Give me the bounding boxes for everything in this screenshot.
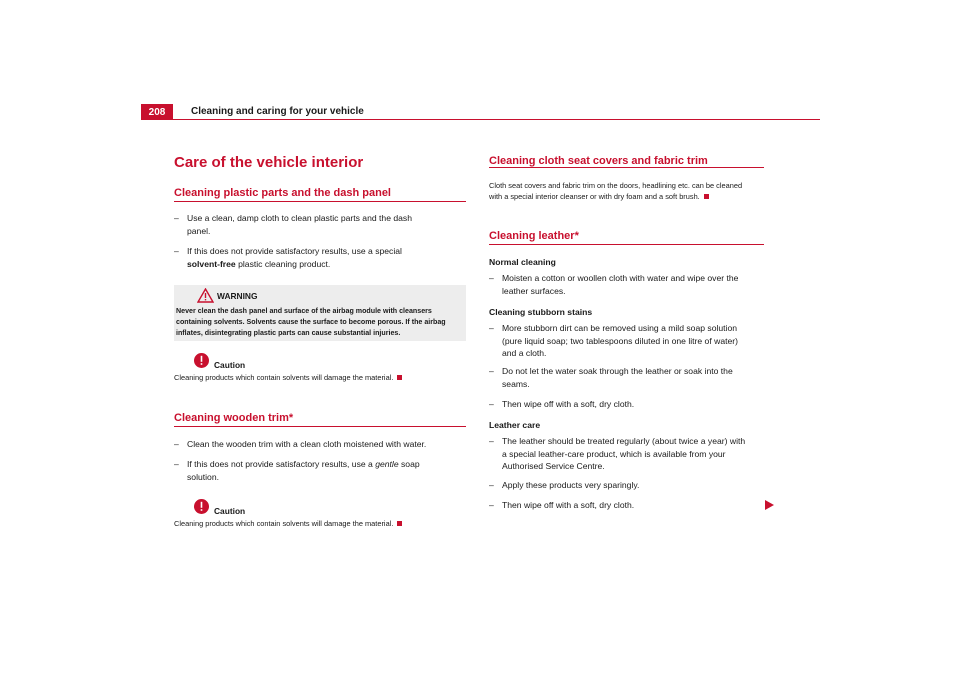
wooden-heading: Cleaning wooden trim* — [174, 412, 294, 424]
caution-label: Caution — [214, 360, 246, 370]
plastic-heading-rule — [174, 201, 466, 202]
caution-circle-icon — [193, 498, 210, 515]
warning-box — [174, 285, 466, 341]
list-item: – If this does not provide satisfactory results, use a gentle soap solution. — [174, 459, 420, 482]
warning-label: WARNING — [217, 291, 258, 301]
cloth-heading-rule — [489, 167, 764, 168]
list-item: – Moisten a cotton or woollen cloth with water and wipe over the leather surfaces. — [489, 273, 739, 296]
list-item: – The leather should be treated regularly (about twice a year) with a special leather-care product, which is available from your Authorised Service Centre. — [489, 436, 746, 471]
stubborn-stains-label: Cleaning stubborn stains — [489, 307, 593, 317]
continue-arrow-icon — [765, 500, 774, 510]
caution-text: Cleaning products which contain solvents will damage the material. — [174, 518, 402, 529]
list-item: – Do not let the water soak through the leather or soak into the seams. — [489, 366, 733, 389]
warning-text: Never clean the dash panel and surface of the airbag module with cleansers containing solvents. Solvents cause the surface to become porous. If the airbag inflates, disintegrating plastic parts can cause substantial injuries. — [176, 307, 446, 337]
cloth-heading: Cleaning cloth seat covers and fabric trim — [489, 155, 708, 167]
chapter-title: Cleaning and caring for your vehicle — [191, 106, 364, 117]
list-item: – Then wipe off with a soft, dry cloth. — [489, 399, 635, 409]
list-item: – If this does not provide satisfactory results, use a special solvent-free plastic cleaning product. — [174, 246, 402, 269]
header-rule — [141, 119, 820, 120]
section-title: Care of the vehicle interior — [174, 154, 364, 171]
leather-heading: Cleaning leather* — [489, 230, 579, 242]
end-marker — [704, 194, 709, 199]
list-item: – Clean the wooden trim with a clean cloth moistened with water. — [174, 439, 427, 449]
plastic-heading: Cleaning plastic parts and the dash panel — [174, 187, 391, 199]
end-marker — [397, 521, 402, 526]
end-marker — [397, 375, 402, 380]
list-item: – Then wipe off with a soft, dry cloth. — [489, 500, 635, 510]
leather-care-label: Leather care — [489, 420, 541, 430]
caution-text: Cleaning products which contain solvents will damage the material. — [174, 372, 402, 383]
list-item: – Apply these products very sparingly. — [489, 480, 640, 490]
list-item: – Use a clean, damp cloth to clean plastic parts and the dash panel. — [174, 213, 413, 236]
leather-heading-rule — [489, 244, 764, 245]
page-number: 208 — [141, 104, 173, 120]
wooden-heading-rule — [174, 426, 466, 427]
normal-cleaning-label: Normal cleaning — [489, 257, 556, 267]
warning-triangle-icon — [197, 288, 214, 303]
caution-label: Caution — [214, 506, 246, 516]
caution-circle-icon — [193, 352, 210, 369]
cloth-text: Cloth seat covers and fabric trim on the doors, headlining etc. can be cleaned with a special interior cleanser or with dry foam and a soft brush. — [489, 181, 743, 201]
list-item: – More stubborn dirt can be removed using a mild soap solution (pure liquid soap; two tablespoons diluted in one litre of water) and a cloth. — [489, 323, 738, 358]
